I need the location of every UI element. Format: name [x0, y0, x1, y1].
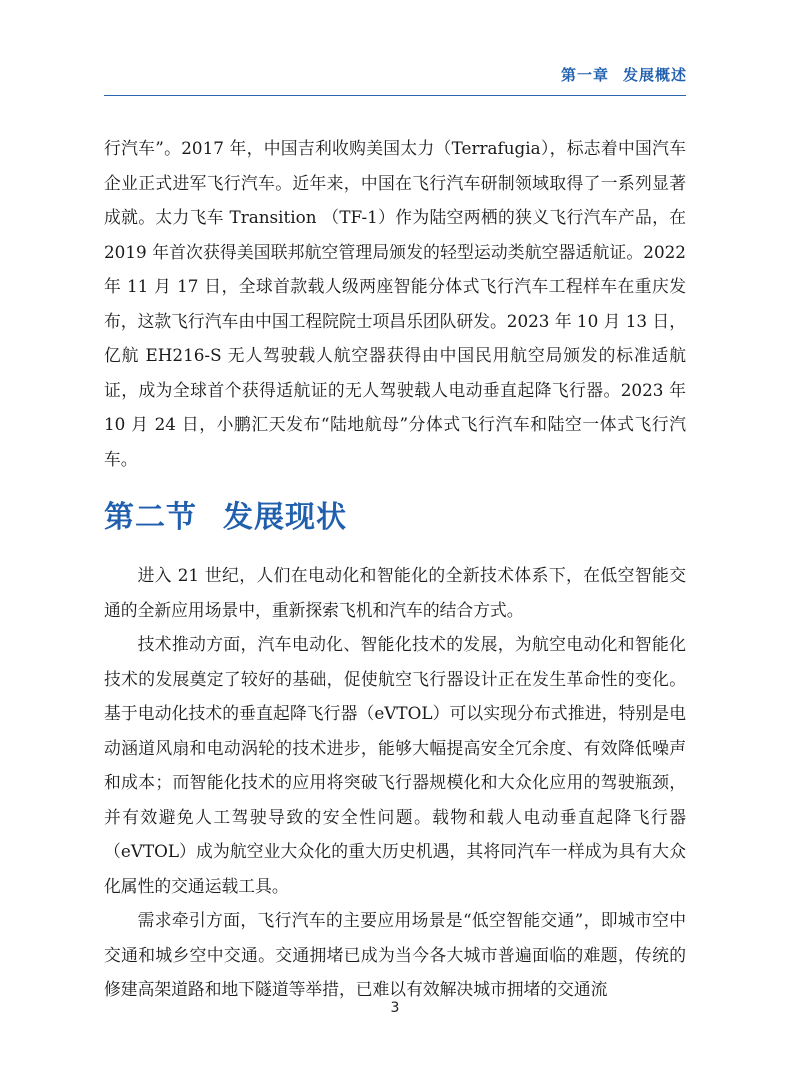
continued-paragraph-block [104, 131, 686, 476]
body-paragraph: 进入 21 世纪，人们在电动化和智能化的全新技术体系下，在低空智能交通的全新应用场景中，重新探索飞机和汽车的结合方式。 [104, 565, 686, 620]
section-title: 发展现状 [223, 500, 347, 535]
section-number: 第二节 [104, 500, 197, 535]
running-head [561, 64, 687, 85]
chapter-number: 第一章 [560, 66, 609, 84]
section-heading [104, 492, 347, 536]
body-paragraph: 技术推动方面，汽车电动化、智能化技术的发展，为航空电动化和智能化技术的发展奠定了较好的基础，促使航空飞行器设计正在发生革命性的变化。基于电动化技术的垂直起降飞行器（eVTOL）可以实现分布式推进，特别是电动涵道风扇和电动涡轮的技术进步，能够大幅提高安全冗余度、有效降低噪声和成本；而智能化技术的应用将突破飞行器规模化和大众化应用的驾驶瓶颈，并有效避免人工驾驶导致的安全性问题。载物和载人电动垂直起降飞行器（eVTOL）成为航空业大众化的重大历史机遇，其将同汽车一样成为具有大众化属性的交通运载工具。 [104, 634, 686, 896]
page-number: 3 [390, 1000, 400, 1016]
body-paragraph: 需求牵引方面，飞行汽车的主要应用场景是“低空智能交通”，即城市空中交通和城乡空中交通。交通拥堵已成为当今各大城市普遍面临的难题，传统的修建高架道路和地下隧道等举措，已难以有效解决城市拥堵的交通流 [104, 910, 686, 999]
section-body [104, 558, 686, 1007]
chapter-title: 发展概述 [622, 66, 687, 84]
header-rule [104, 95, 686, 96]
continued-paragraph: 行汽车”。2017 年，中国吉利收购美国太力（Terrafugia），标志着中国汽车企业正式进军飞行汽车。近年来，中国在飞行汽车研制领域取得了一系列显著成就。太力飞车 Transition （TF-1）作为陆空两栖的狭义飞行汽车产品，在 2019 年首次获得美国联邦航空管理局颁发的轻型运动类航空器适航证。2022 年 11 月 17 日，全球首款载人级两座智能分体式飞行汽车工程样车在重庆发布，这款飞行汽车由中国工程院院士项昌乐团队研发。2023 年 10 月 13 日，亿航 EH216-S 无人驾驶载人航空器获得由中国民用航空局颁发的标准适航证，成为全球首个获得适航证的无人驾驶载人电动垂直起降飞行器。2023 年 10 月 24 日，小鹏汇天发布“陆地航母”分体式飞行汽车和陆空一体式飞行汽车。 [104, 138, 686, 469]
